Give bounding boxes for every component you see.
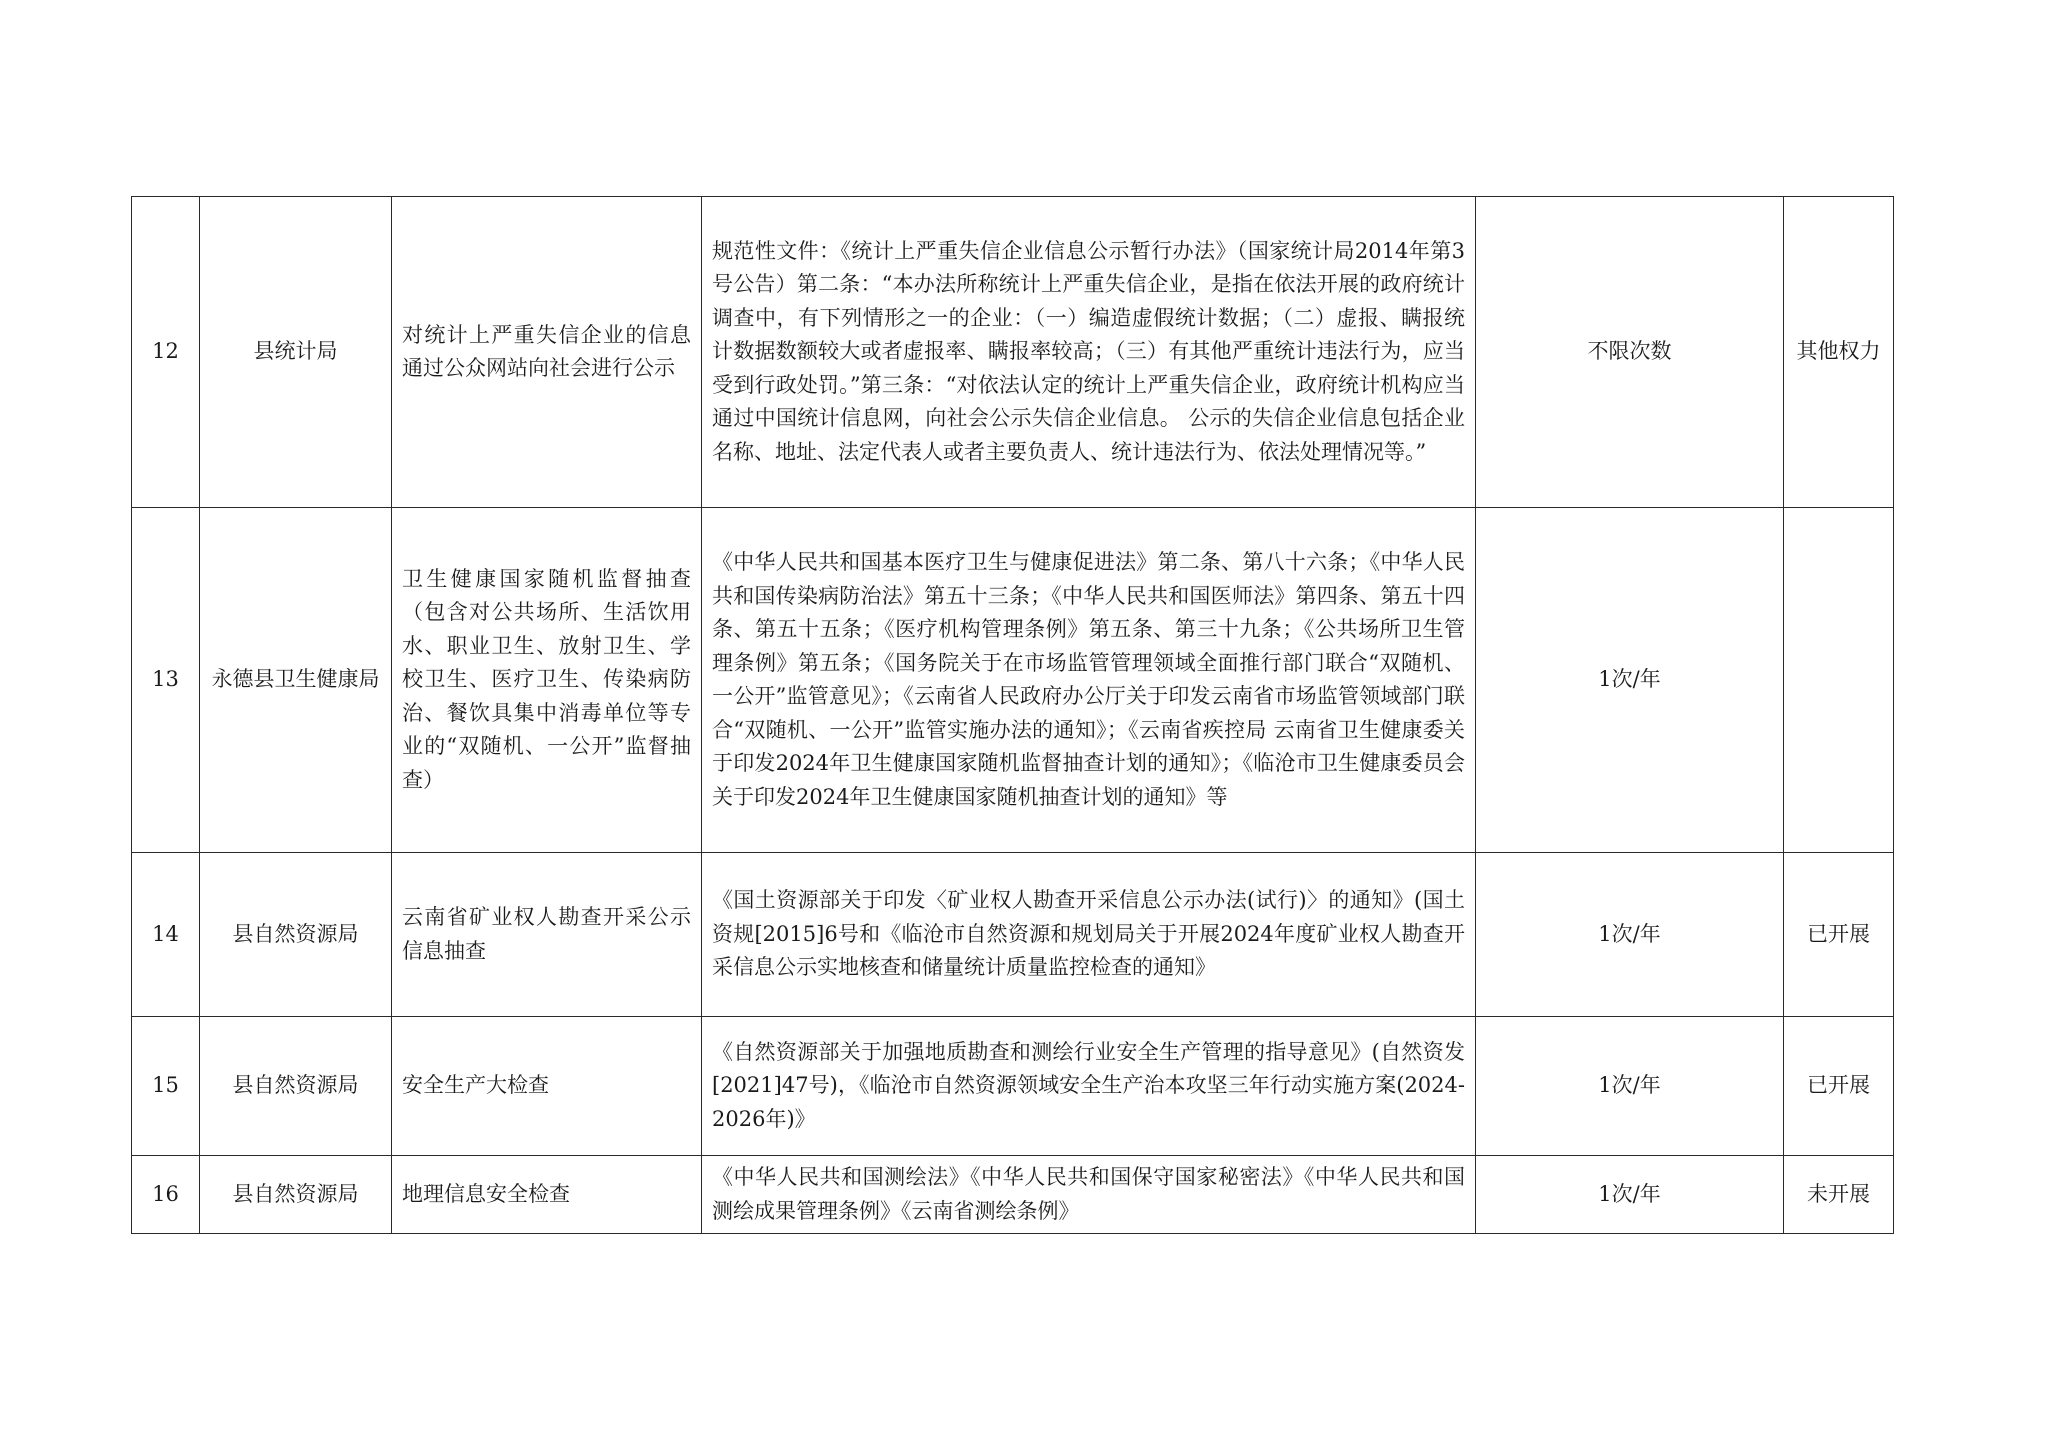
status-cell: 已开展 <box>1784 1017 1894 1156</box>
status-cell: 已开展 <box>1784 853 1894 1017</box>
item-cell: 地理信息安全检查 <box>392 1156 702 1234</box>
row-number: 13 <box>132 508 200 853</box>
department-cell: 县自然资源局 <box>200 1017 392 1156</box>
department-cell: 县自然资源局 <box>200 853 392 1017</box>
department-cell: 永德县卫生健康局 <box>200 508 392 853</box>
department-cell: 县自然资源局 <box>200 1156 392 1234</box>
item-cell: 对统计上严重失信企业的信息通过公众网站向社会进行公示 <box>392 197 702 508</box>
status-cell <box>1784 508 1894 853</box>
item-cell: 云南省矿业权人勘查开采公示信息抽查 <box>392 853 702 1017</box>
item-cell: 安全生产大检查 <box>392 1017 702 1156</box>
row-number: 12 <box>132 197 200 508</box>
table-row <box>132 853 1894 1017</box>
inspection-table <box>131 196 1894 1234</box>
row-number: 14 <box>132 853 200 1017</box>
status-cell: 其他权力 <box>1784 197 1894 508</box>
row-number: 15 <box>132 1017 200 1156</box>
frequency-cell: 1次/年 <box>1476 853 1784 1017</box>
table-row <box>132 197 1894 508</box>
table-row <box>132 1017 1894 1156</box>
table-row <box>132 508 1894 853</box>
legal-basis-cell: 规范性文件：《统计上严重失信企业信息公示暂行办法》（国家统计局2014年第3号公告）第二条：“本办法所称统计上严重失信企业，是指在依法开展的政府统计调查中，有下列情形之一的企业：（一）编造虚假统计数据；（二）虚报、瞒报统计数据数额较大或者虚报率、瞒报率较高；（三）有其他严重统计违法行为，应当受到行政处罚。”第三条：“对依法认定的统计上严重失信企业，政府统计机构应当通过中国统计信息网，向社会公示失信企业信息。 公示的失信企业信息包括企业名称、地址、法定代表人或者主要负责人、统计违法行为、依法处理情况等。” <box>702 197 1476 508</box>
department-cell: 县统计局 <box>200 197 392 508</box>
frequency-cell: 1次/年 <box>1476 1017 1784 1156</box>
legal-basis-cell: 《中华人民共和国测绘法》《中华人民共和国保守国家秘密法》《中华人民共和国测绘成果管理条例》《云南省测绘条例》 <box>702 1156 1476 1234</box>
legal-basis-cell: 《中华人民共和国基本医疗卫生与健康促进法》第二条、第八十六条；《中华人民共和国传染病防治法》第五十三条；《中华人民共和国医师法》第四条、第五十四条、第五十五条；《医疗机构管理条例》第五条、第三十九条；《公共场所卫生管理条例》第五条；《国务院关于在市场监管管理领域全面推行部门联合“双随机、一公开”监管意见》；《云南省人民政府办公厅关于印发云南省市场监管领域部门联合“双随机、一公开”监管实施办法的通知》；《云南省疾控局 云南省卫生健康委关于印发2024年卫生健康国家随机监督抽查计划的通知》；《临沧市卫生健康委员会关于印发2024年卫生健康国家随机抽查计划的通知》等 <box>702 508 1476 853</box>
row-number: 16 <box>132 1156 200 1234</box>
frequency-cell: 不限次数 <box>1476 197 1784 508</box>
frequency-cell: 1次/年 <box>1476 508 1784 853</box>
legal-basis-cell: 《国土资源部关于印发〈矿业权人勘查开采信息公示办法(试行)〉的通知》(国土资规[2015]6号和《临沧市自然资源和规划局关于开展2024年度矿业权人勘查开采信息公示实地核查和储量统计质量监控检查的通知》 <box>702 853 1476 1017</box>
item-cell: 卫生健康国家随机监督抽查（包含对公共场所、生活饮用水、职业卫生、放射卫生、学校卫生、医疗卫生、传染病防治、餐饮具集中消毒单位等专业的“双随机、一公开”监督抽查） <box>392 508 702 853</box>
legal-basis-cell: 《自然资源部关于加强地质勘查和测绘行业安全生产管理的指导意见》(自然资发[2021]47号)，《临沧市自然资源领域安全生产治本攻坚三年行动实施方案(2024-2026年)》 <box>702 1017 1476 1156</box>
frequency-cell: 1次/年 <box>1476 1156 1784 1234</box>
table-row <box>132 1156 1894 1234</box>
status-cell: 未开展 <box>1784 1156 1894 1234</box>
